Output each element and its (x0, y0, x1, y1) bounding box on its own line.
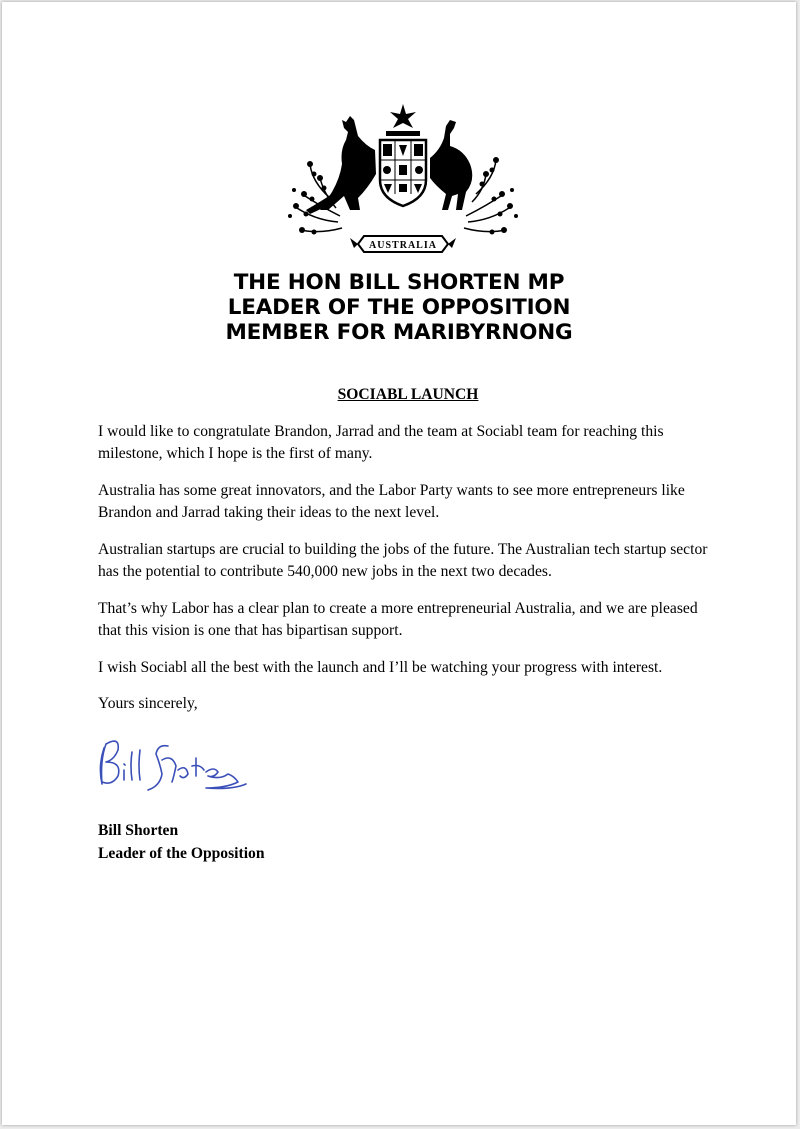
letter-paragraph-3: Australian startups are crucial to building the jobs of the future. The Australian tech startup sector has the potential to contribute 540,000 new jobs in the next two decades. (98, 540, 708, 580)
letter-subject: SOCIABL LAUNCH (337, 386, 479, 403)
letterhead (2, 270, 796, 345)
letter-page (2, 2, 796, 1125)
signoff-name: Bill Shorten (98, 822, 179, 839)
coat-of-arms-crest (280, 98, 526, 266)
letter-paragraph-2: Australia has some great innovators, and the Labor Party wants to see more entrepreneurs like Brandon and Jarrad taking their ideas to the next level. (98, 481, 685, 521)
letter-paragraph-1: I would like to congratulate Brandon, Jarrad and the team at Sociabl team for reaching this milestone, which I hope is the first of many. (98, 422, 664, 462)
letter-body (98, 384, 718, 730)
handwritten-signature (96, 730, 256, 802)
crest-scroll-label: AUSTRALIA (369, 240, 437, 251)
signoff-block (98, 820, 265, 865)
letterhead-electorate: MEMBER FOR MARIBYRNONG (225, 320, 573, 345)
signoff-title: Leader of the Opposition (98, 844, 265, 862)
letter-closing: Yours sincerely, (98, 695, 198, 712)
letterhead-position: LEADER OF THE OPPOSITION (227, 295, 571, 320)
letterhead-name: THE HON BILL SHORTEN MP (233, 270, 565, 295)
letter-paragraph-5: I wish Sociabl all the best with the launch and I’ll be watching your progress with interest. (98, 658, 663, 676)
letter-paragraph-4: That’s why Labor has a clear plan to create a more entrepreneurial Australia, and we are pleased that this vision is one that has bipartisan support. (98, 599, 698, 639)
